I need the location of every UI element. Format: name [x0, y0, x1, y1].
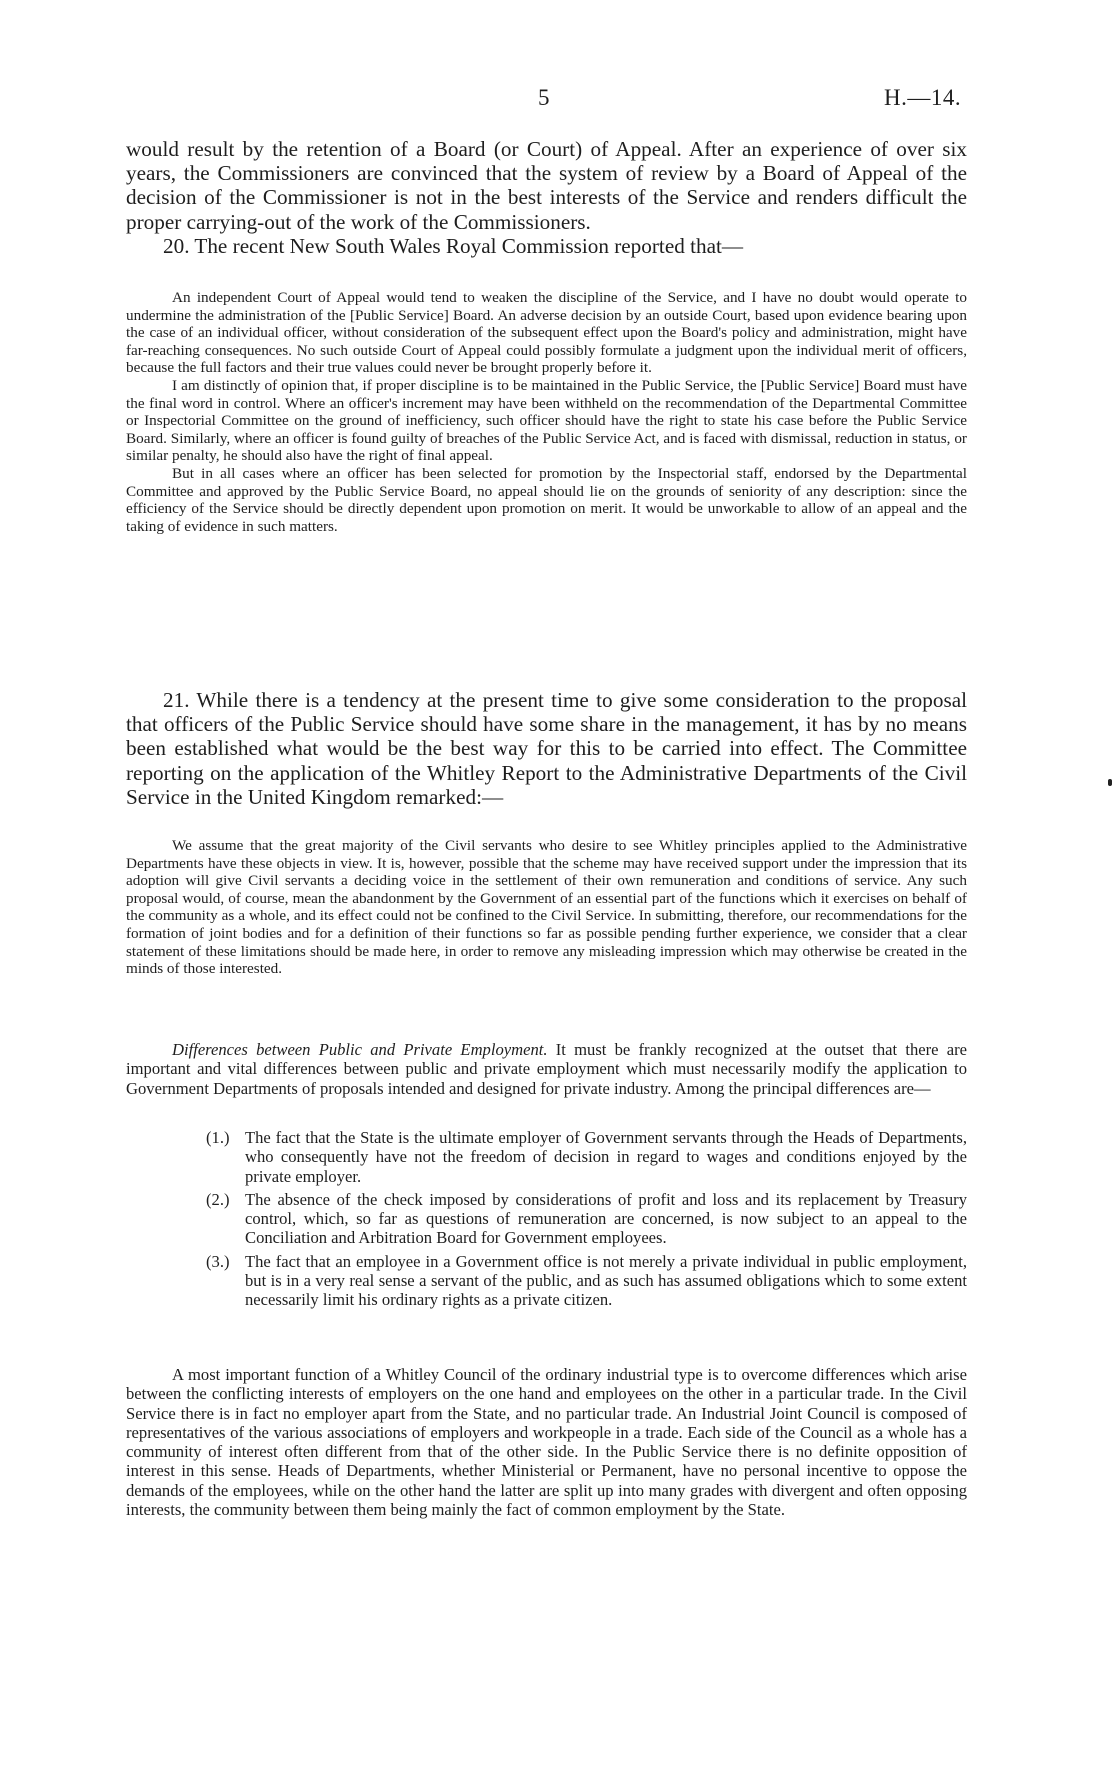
differences-text: It must be frankly recognized at the outset that there are important and vital differences between public and private employment which must necessarily modify the application to Government Departments of proposals intended and designed for private industry. Among the principal differences are— — [126, 1040, 968, 1098]
list-item-text: The absence of the check imposed by considerations of profit and loss and its replacement by Treasury control, which, so far as questions of remuneration are concerned, is now subject to an appeal to the Conciliation and Arbitration Board for Government employees. — [245, 1189, 967, 1248]
list-item-text: The fact that the State is the ultimate employer of Government servants through the Heads of Departments, who consequently have not the freedom of decision in regard to wages and conditions enjoyed by the private employer. — [245, 1128, 967, 1186]
whitley-report-quote — [126, 837, 967, 978]
list-item — [126, 1128, 967, 1186]
page-reference: H.—14. — [884, 85, 962, 110]
differences-paragraph — [126, 1040, 967, 1098]
margin-mark — [1108, 779, 1112, 786]
differences-list — [126, 1128, 967, 1310]
quote-paragraph: But in all cases where an officer has been selected for promotion by the Inspectorial staff, endorsed by the Departmental Committee and approved by the Public Service Board, no appeal should lie on the grounds of seniority of any description: since the efficiency of the Service should be directly dependent upon promotion on merit. It would be unworkable to allow of an appeal and the taking of evidence in such matters. — [126, 464, 967, 535]
page-number: 5 — [538, 85, 550, 110]
paragraph-text: 21. While there is a tendency at the present time to give some consideration to the proposal that officers of the Public Service should have some share in the management, it has by no means been established what would be the best way for this to be carried into effect. The Committee reporting on the application of the Whitley Report to the Administrative Departments of the Civil Service in the United Kingdom remarked:— — [126, 688, 967, 809]
list-item-text: The fact that an employee in a Government office is not merely a private individual in public employment, but is in a very real sense a servant of the public, and as such has assumed obligations which to some extent necessarily limit his ordinary rights as a private citizen. — [245, 1251, 967, 1310]
quote-paragraph: An independent Court of Appeal would tend to weaken the discipline of the Service, and I have no doubt would operate to undermine the administration of the [Public Service] Board. An adverse decision by an outside Court, based upon evidence bearing upon the case of an individual officer, without consideration of the subsequent effect upon the Board's policy and administration, might have far-reaching consequences. No such outside Court of Appeal could possibly formulate a judgment upon the individual merit of officers, because the full factors and their true values could never be brought properly before it. — [126, 289, 967, 377]
whitley-council-section — [126, 1365, 967, 1519]
list-item — [126, 1252, 967, 1310]
list-item-number: (1.) — [206, 1128, 230, 1147]
paragraph-text: would result by the retention of a Board (or Court) of Appeal. After an experience of over six years, the Commissioners are convinced that the system of review by a Board of Appeal of the decision of the Commissioner is not in the best interests of the Service and renders difficult the proper carrying-out of the work of the Commissioners. — [126, 137, 967, 234]
list-item-number: (3.) — [206, 1251, 230, 1271]
whitley-council-paragraph: A most important function of a Whitley Council of the ordinary industrial type is to overcome differences which arise between the conflicting interests of employers on the one hand and employees on the other in a particular trade. In the Civil Service there is in fact no employer apart from the State, and no particular trade. An Industrial Joint Council is composed of representatives of the various associations of employers and workpeople in a trade. Each side of the Council as a whole has a community of interest often different from that of the other side. In the Public Service there is no definite opposition of interest in this sense. Heads of Departments, whether Ministerial or Permanent, have no personal incentive to oppose the demands of the employees, while on the other hand the latter are split up into many grades with divergent and often opposing interests, the community between them being mainly the fact of common employment by the State. — [126, 1365, 967, 1520]
differences-heading: Differences between Public and Private Employment. — [172, 1040, 548, 1059]
paragraph-20-intro: 20. The recent New South Wales Royal Commission reported that— — [163, 233, 744, 258]
paragraph-21 — [126, 688, 967, 809]
nsw-royal-commission-quote — [126, 289, 967, 535]
list-item — [126, 1190, 967, 1248]
list-item-number: (2.) — [206, 1189, 230, 1209]
quote-paragraph: We assume that the great majority of the Civil servants who desire to see Whitley principles applied to the Administrative Departments have these objects in view. It is, however, possible that the scheme may have received support under the impression that its adoption will give Civil servants a deciding voice in the settlement of their own remuneration and conditions of service. Any such proposal would, of course, mean the abandonment by the Government of an essential part of the functions which it exercises on behalf of the community as a whole, and its effect could not be confined to the Civil Service. In submitting, therefore, our recommendations for the formation of joint bodies and for a definition of their functions so far as possible pending further experience, we consider that a clear statement of these limitations should be made here, in order to remove any misleading impression which may otherwise be created in the minds of those interested. — [126, 837, 967, 978]
paragraph-19-continuation — [126, 137, 967, 258]
quote-paragraph: I am distinctly of opinion that, if proper discipline is to be maintained in the Public Service, the [Public Service] Board must have the final word in control. Where an officer's increment may have been withheld on the recommendation of the Departmental Committee or Inspectorial Committee on the ground of inefficiency, such officer should have the right to state his case before the Public Service Board. Similarly, where an officer is found guilty of breaches of the Public Service Act, and is faced with dismissal, reduction in status, or similar penalty, he should also have the right of final appeal. — [126, 376, 967, 465]
differences-section — [126, 1040, 967, 1098]
